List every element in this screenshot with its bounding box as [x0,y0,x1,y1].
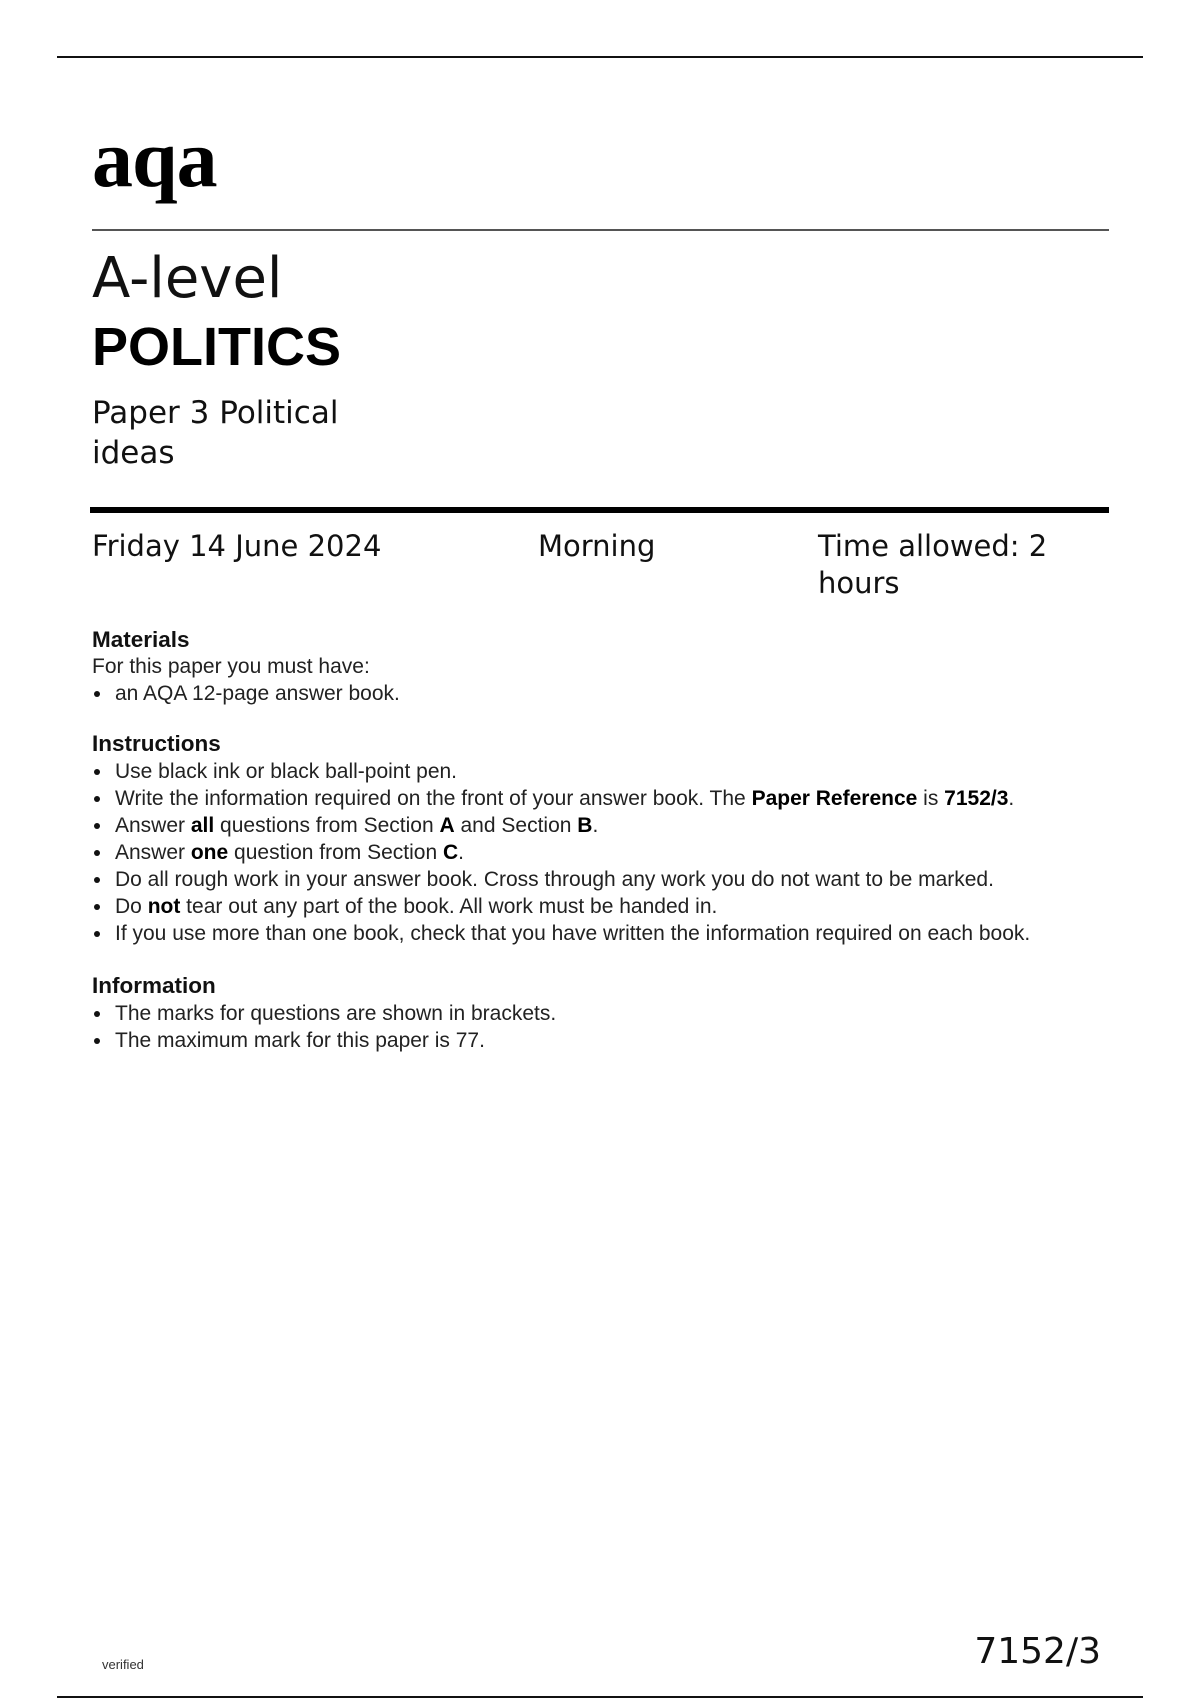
exam-date [92,528,452,565]
exam-date-text: Friday 14 June 2024 [92,529,382,563]
item-text: . [592,814,599,837]
subject-title: POLITICS [92,317,342,377]
information-section [92,972,1122,1054]
item-text: tear out any part of the book. All work must be handed in. [180,895,718,918]
instructions-heading: Instructions [92,731,221,756]
instructions-list [92,758,1122,947]
item-text: Write the information required on the front of your answer book. The [115,787,752,810]
bottom-border-rule [57,1696,1143,1698]
item-text: questions from Section [214,814,440,837]
item-bold: B [577,814,593,837]
verified-label: verified [102,1657,144,1672]
item-text: and Section [454,814,578,837]
list-item: Do all rough work in your answer book. Cross through any work you do not want to be marked. [92,866,1122,893]
materials-list [92,680,1122,707]
paper-code: 7152/3 [974,1631,1101,1672]
aqa-logo: aqa [92,113,217,204]
item-text: Do [115,895,148,918]
paper-title: Paper 3 Political ideas [92,395,339,471]
list-item [92,893,1122,920]
item-bold: Paper Reference [751,787,918,810]
list-item: The maximum mark for this paper is 77. [92,1027,1122,1054]
list-item: an AQA 12-page answer book. [92,680,1122,707]
item-bold: all [190,814,215,837]
item-bold: C [442,841,459,864]
item-bold: A [439,814,455,837]
instructions-section [92,730,1122,947]
item-text: . [1008,787,1015,810]
item-text: Answer [115,841,191,864]
header-divider [92,229,1109,231]
list-item [92,785,1122,812]
qualification-level: A-level [92,246,283,311]
information-heading: Information [92,973,216,998]
thick-divider [90,507,1109,513]
item-text: is [917,787,945,810]
item-text: . [458,841,464,864]
list-item [92,812,1122,839]
top-border-rule [57,56,1143,58]
materials-intro: For this paper you must have: [92,655,370,678]
exam-session: Morning [538,529,656,563]
item-text: Answer [115,814,191,837]
time-allowed: Time allowed: 2 hours [818,529,1048,600]
item-text: question from Section [228,841,443,864]
materials-section [92,626,1122,707]
list-item: If you use more than one book, check that you have written the information required on each book. [92,920,1122,947]
list-item: The marks for questions are shown in brackets. [92,1000,1122,1027]
exam-details-row [92,528,1109,600]
item-bold: one [190,841,229,864]
item-bold: 7152/3 [944,787,1009,810]
list-item [92,839,1122,866]
item-bold: not [147,895,181,918]
list-item: Use black ink or black ball-point pen. [92,758,1122,785]
information-list [92,1000,1122,1054]
materials-heading: Materials [92,627,190,652]
